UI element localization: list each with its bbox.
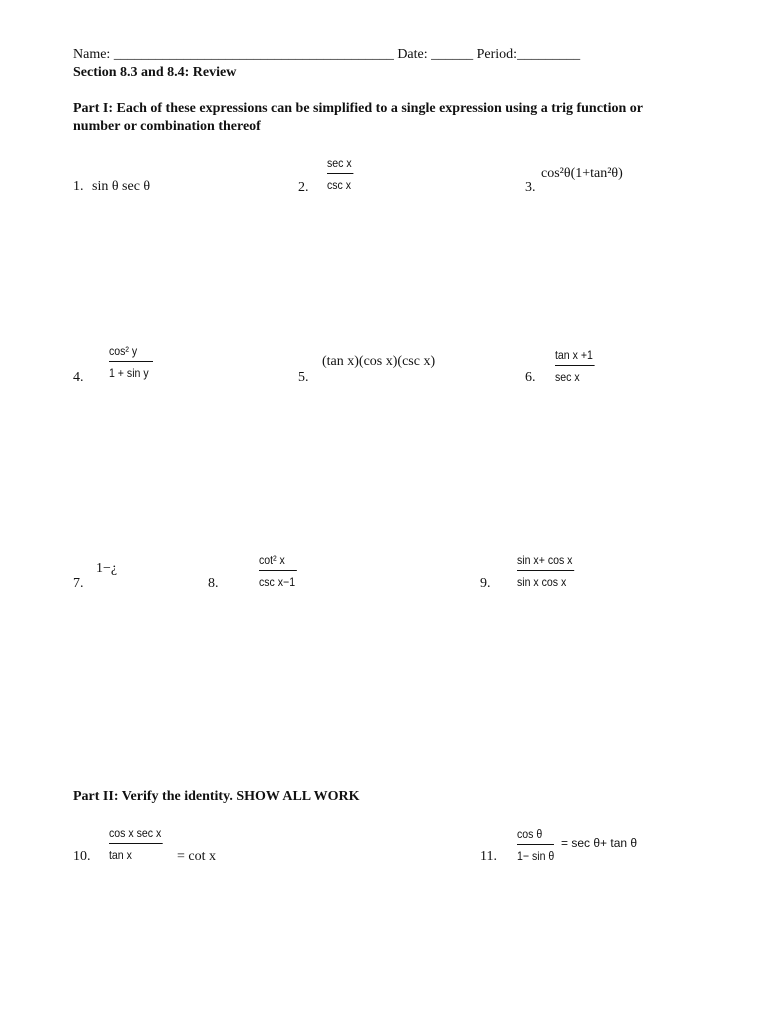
problem-11-rhs: = sec θ+ tan θ [561,836,638,850]
problem-4-fraction [109,344,153,380]
problem-11-number: 11. [480,849,497,864]
problem-6-number: 6. [525,370,536,385]
section-title: Section 8.3 and 8.4: Review [73,65,237,80]
problem-10-number: 10. [73,849,91,864]
problem-7-expression: 1−¿ [96,561,118,576]
problem-2-fraction [327,156,353,192]
problem-11-denominator: 1− sin θ [517,849,555,863]
problem-2-denominator: csc x [327,178,352,192]
problem-10-fraction [109,826,163,862]
problem-9-fraction [517,553,574,589]
problem-9-number: 9. [480,576,491,591]
part1-title-line1: Part I: Each of these expressions can be simplified to a single expression using a trig function or [73,101,643,116]
problem-8-denominator: csc x−1 [259,575,296,589]
problem-6-numerator: tan x +1 [555,348,595,366]
problem-6-denominator: sec x [555,370,580,384]
problem-11-numerator: cos θ [517,827,554,845]
problem-9-denominator: sin x cos x [517,575,567,589]
problem-10-denominator: tan x [109,848,132,862]
problem-2-numerator: sec x [327,156,353,174]
problem-5-number: 5. [298,370,309,385]
problem-11-fraction [517,827,554,863]
problem-7-number: 7. [73,576,84,591]
problem-3-number: 3. [525,180,536,195]
problem-6-fraction [555,348,595,384]
part2-title: Part II: Verify the identity. SHOW ALL WORK [73,789,360,804]
problem-5-expression: (tan x)(cos x)(csc x) [322,354,436,369]
part1-title-line2: number or combination thereof [73,119,261,134]
name-date-period-line: Name: ________________________________________ Date: ______ Period:_________ [73,47,581,62]
problem-10-rhs: = cot x [177,849,216,864]
problem-10-numerator: cos x sec x [109,826,163,844]
problem-1-expression: sin θ sec θ [92,179,151,194]
problem-4-denominator: 1 + sin y [109,366,149,380]
problem-1-number: 1. [73,179,84,194]
problem-9-numerator: sin x+ cos x [517,553,574,571]
problem-8-number: 8. [208,576,219,591]
problem-4-numerator: cos² y [109,344,153,362]
problem-8-fraction [259,553,297,589]
problem-2-number: 2. [298,180,309,195]
problem-8-numerator: cot² x [259,553,297,571]
problem-4-number: 4. [73,370,84,385]
problem-3-expression: cos²θ(1+tan²θ) [541,166,623,181]
